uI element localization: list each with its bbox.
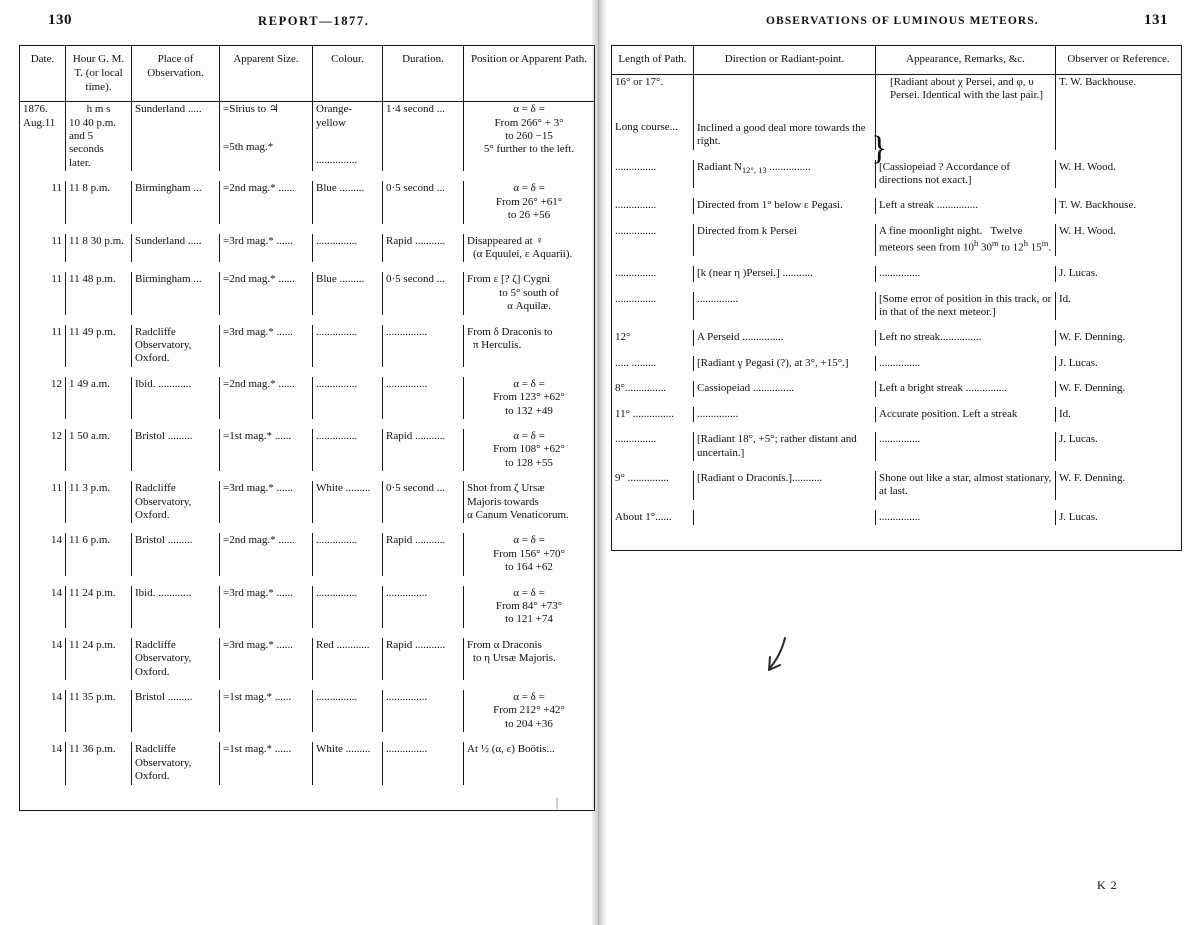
cell-observer: W. H. Wood. bbox=[1056, 224, 1182, 256]
cell-size: =1st mag.* ...... bbox=[220, 690, 313, 732]
cell-colour: ............... bbox=[313, 586, 383, 628]
cell-remarks: ............... bbox=[876, 510, 1056, 525]
row-gap bbox=[20, 680, 595, 690]
cell-place: Ibid. ............ bbox=[132, 586, 220, 628]
cell-size: =3rd mag.* ...... bbox=[220, 638, 313, 680]
cell-remarks: [Cassiopeiad ? Accordance of directions not exact.] bbox=[876, 160, 1056, 189]
row-gap bbox=[612, 320, 1182, 330]
cell-length: ............... bbox=[612, 160, 694, 189]
cell-place: Birmingham ... bbox=[132, 272, 220, 314]
table-row bbox=[20, 638, 595, 680]
cell-length: ............... bbox=[612, 432, 694, 461]
table-row bbox=[612, 407, 1182, 422]
cell-direction bbox=[694, 510, 876, 525]
col-header-hour: Hour G. M. T. (or local time). bbox=[66, 46, 132, 102]
row-gap bbox=[20, 262, 595, 272]
cell-length: ............... bbox=[612, 266, 694, 281]
cell-position: α = δ = From 212° +42° to 204 +36 bbox=[464, 690, 595, 732]
col-header-position: Position or Apparent Path. bbox=[464, 46, 595, 102]
table-row bbox=[20, 325, 595, 367]
cell-colour: ............... bbox=[313, 325, 383, 367]
cell-length: 12° bbox=[612, 330, 694, 345]
cell-length: ..... ......... bbox=[612, 356, 694, 371]
cell-length: ............... bbox=[612, 292, 694, 321]
cell-observer: W. F. Denning. bbox=[1056, 330, 1182, 345]
row-gap bbox=[20, 315, 595, 325]
cell-remarks: Left a bright streak ............... bbox=[876, 381, 1056, 396]
cell-date: 12 bbox=[20, 429, 66, 471]
cell-hour: 11 8 30 p.m. bbox=[66, 234, 132, 263]
cell-hour: h m s 10 40 p.m. and 5 seconds later. bbox=[66, 102, 132, 172]
cell-direction: Radiant $N_{12^\circ, 13}$ ............... bbox=[694, 160, 876, 189]
cell-direction: ............... bbox=[694, 292, 876, 321]
row-gap bbox=[612, 346, 1182, 356]
cell-duration: ............... bbox=[383, 690, 464, 732]
row-gap bbox=[20, 732, 595, 742]
scan-artifact bbox=[556, 798, 558, 809]
row-gap bbox=[612, 500, 1182, 510]
table-bottom-border bbox=[20, 809, 595, 811]
cell-size: =2nd mag.* ...... bbox=[220, 181, 313, 223]
col-header-duration: Duration. bbox=[383, 46, 464, 102]
running-head-right: OBSERVATIONS OF LUMINOUS METEORS. bbox=[766, 15, 1039, 27]
cell-position: At ½ (α, ε) Boötis... bbox=[464, 742, 595, 784]
cell-duration: Rapid ........... bbox=[383, 638, 464, 680]
cell-size: =3rd mag.* ...... bbox=[220, 481, 313, 523]
cell-observer: J. Lucas. bbox=[1056, 510, 1182, 525]
cell-remarks: ............... bbox=[876, 432, 1056, 461]
running-head-left: REPORT—1877. bbox=[258, 14, 370, 28]
cell-observer: W. F. Denning. bbox=[1056, 471, 1182, 500]
cell-date: 14 bbox=[20, 533, 66, 575]
cell-position: α = δ = From 26° +61° to 26 +56 bbox=[464, 181, 595, 223]
meteor-observations-table-left bbox=[19, 45, 595, 811]
cell-hour: 11 49 p.m. bbox=[66, 325, 132, 367]
cell-duration: 0·5 second ... bbox=[383, 481, 464, 523]
curly-brace-decoration: } bbox=[871, 130, 888, 167]
cell-remarks: ............... bbox=[876, 266, 1056, 281]
cell-hour: 11 48 p.m. bbox=[66, 272, 132, 314]
col-header-observer: Observer or Reference. bbox=[1056, 46, 1182, 75]
cell-direction: [Radiant 18°, +5°; rather distant and uncertain.] bbox=[694, 432, 876, 461]
cell-length: 16° or 17°. Long course... bbox=[612, 74, 694, 149]
table-row bbox=[20, 102, 595, 172]
cell-observer: Id. bbox=[1056, 292, 1182, 321]
table-row bbox=[20, 181, 595, 223]
cell-observer: J. Lucas. bbox=[1056, 356, 1182, 371]
table-row bbox=[20, 234, 595, 263]
cell-remarks: ............... bbox=[876, 356, 1056, 371]
table-row bbox=[20, 690, 595, 732]
table-row bbox=[20, 429, 595, 471]
cell-remarks: Accurate position. Left a streak bbox=[876, 407, 1056, 422]
cell-position: α = δ = From 84° +73° to 121 +74 bbox=[464, 586, 595, 628]
cell-date: 1876. Aug.11 bbox=[20, 102, 66, 172]
table-row bbox=[612, 160, 1182, 189]
cell-place: Radcliffe Observatory, Oxford. bbox=[132, 325, 220, 367]
table-header-row bbox=[612, 46, 1182, 75]
row-gap bbox=[20, 224, 595, 234]
cell-date: 14 bbox=[20, 586, 66, 628]
row-gap bbox=[20, 171, 595, 181]
cell-size: =1st mag.* ...... bbox=[220, 742, 313, 784]
cell-position: α = δ = From 156° +70° to 164 +62 bbox=[464, 533, 595, 575]
table-bottom-border bbox=[612, 549, 1182, 551]
cell-size: =2nd mag.* ...... bbox=[220, 377, 313, 419]
meteor-observations-table-right bbox=[611, 45, 1182, 551]
table-row bbox=[20, 586, 595, 628]
cell-remarks: A fine moonlight night. Twelve meteors seen from 10$^h$ 30$^m$ to 12$^h$ 15$^m$. bbox=[876, 224, 1056, 256]
cell-length: 11° ............... bbox=[612, 407, 694, 422]
table-row bbox=[612, 266, 1182, 281]
cell-position: α = δ = From 266° + 3° to 260 −15 5° further to the left. bbox=[464, 102, 595, 172]
cell-date: 11 bbox=[20, 481, 66, 523]
pencil-arrow-annotation bbox=[755, 636, 799, 680]
cell-colour: Red ............ bbox=[313, 638, 383, 680]
cell-colour: White ......... bbox=[313, 481, 383, 523]
cell-hour: 11 3 p.m. bbox=[66, 481, 132, 523]
cell-size: =2nd mag.* ...... bbox=[220, 272, 313, 314]
cell-remarks: [Some error of position in this track, or in that of the next meteor.] bbox=[876, 292, 1056, 321]
table-row bbox=[612, 292, 1182, 321]
cell-direction: [k (near η )Persei.] ........... bbox=[694, 266, 876, 281]
cell-size: =3rd mag.* ...... bbox=[220, 234, 313, 263]
cell-duration: Rapid ........... bbox=[383, 429, 464, 471]
table-row bbox=[612, 356, 1182, 371]
cell-date: 11 bbox=[20, 325, 66, 367]
row-gap bbox=[612, 422, 1182, 432]
col-header-appearance: Appearance, Remarks, &c. bbox=[876, 46, 1056, 75]
folio-number-left: 130 bbox=[48, 12, 72, 28]
cell-observer: T. W. Backhouse. bbox=[1056, 198, 1182, 213]
row-gap bbox=[20, 471, 595, 481]
cell-date: 11 bbox=[20, 234, 66, 263]
cell-direction: ............... bbox=[694, 407, 876, 422]
col-header-length-of-path: Length of Path. bbox=[612, 46, 694, 75]
row-gap bbox=[612, 256, 1182, 266]
table-row bbox=[612, 432, 1182, 461]
cell-duration: 0·5 second ... bbox=[383, 272, 464, 314]
cell-observer: W. H. Wood. bbox=[1056, 160, 1182, 189]
table-row bbox=[20, 481, 595, 523]
cell-duration: 1·4 second ... bbox=[383, 102, 464, 172]
cell-hour: 1 49 a.m. bbox=[66, 377, 132, 419]
folio-number-right: 131 bbox=[1144, 12, 1168, 28]
cell-colour: White ......... bbox=[313, 742, 383, 784]
col-header-direction: Direction or Radiant-point. bbox=[694, 46, 876, 75]
cell-hour: 11 24 p.m. bbox=[66, 638, 132, 680]
cell-place: Radcliffe Observatory, Oxford. bbox=[132, 742, 220, 784]
table-row bbox=[612, 74, 1182, 149]
row-gap bbox=[612, 461, 1182, 471]
row-gap bbox=[612, 397, 1182, 407]
cell-position: From α Draconis to η Ursæ Majoris. bbox=[464, 638, 595, 680]
col-header-place: Place of Observation. bbox=[132, 46, 220, 102]
cell-place: Ibid. ............ bbox=[132, 377, 220, 419]
cell-hour: 1 50 a.m. bbox=[66, 429, 132, 471]
cell-hour: 11 35 p.m. bbox=[66, 690, 132, 732]
table-row bbox=[612, 510, 1182, 525]
cell-place: Radcliffe Observatory, Oxford. bbox=[132, 481, 220, 523]
cell-length: 9° ............... bbox=[612, 471, 694, 500]
row-gap bbox=[612, 214, 1182, 224]
cell-remarks: [Radiant about χ Persei, and φ, υ Persei. Identical with the last pair.] bbox=[876, 74, 1056, 149]
row-gap bbox=[20, 576, 595, 586]
cell-length: ............... bbox=[612, 198, 694, 213]
cell-direction: Cassiopeiad ............... bbox=[694, 381, 876, 396]
cell-duration: 0·5 second ... bbox=[383, 181, 464, 223]
cell-place: Bristol ......... bbox=[132, 690, 220, 732]
cell-direction: Directed from k Persei bbox=[694, 224, 876, 256]
cell-date: 14 bbox=[20, 638, 66, 680]
cell-hour: 11 6 p.m. bbox=[66, 533, 132, 575]
row-gap bbox=[612, 282, 1182, 292]
cell-colour: ............... bbox=[313, 234, 383, 263]
cell-position: α = δ = From 123° +62° to 132 +49 bbox=[464, 377, 595, 419]
cell-colour: Orange-yellow ............... bbox=[313, 102, 383, 172]
cell-size: =Sirius to ♃ =5th mag.* bbox=[220, 102, 313, 172]
cell-colour: Blue ......... bbox=[313, 272, 383, 314]
cell-direction: [Radiant γ Pegasi (?), at 3°, +15°.] bbox=[694, 356, 876, 371]
cell-position: Disappeared at ♀ (α Equulei, ε Aquarii). bbox=[464, 234, 595, 263]
cell-hour: 11 24 p.m. bbox=[66, 586, 132, 628]
table-bottom-spacer bbox=[612, 525, 1182, 549]
cell-length: About 1°...... bbox=[612, 510, 694, 525]
gutter-fold-line bbox=[598, 0, 599, 925]
cell-place: Bristol ......... bbox=[132, 533, 220, 575]
cell-position: From ε [? ζ] Cygni to 5° south of α Aquilæ. bbox=[464, 272, 595, 314]
cell-place: Sunderland ..... bbox=[132, 234, 220, 263]
cell-duration: Rapid ........... bbox=[383, 533, 464, 575]
cell-colour: ............... bbox=[313, 690, 383, 732]
cell-hour: 11 36 p.m. bbox=[66, 742, 132, 784]
cell-date: 12 bbox=[20, 377, 66, 419]
table-row bbox=[612, 198, 1182, 213]
cell-observer: J. Lucas. bbox=[1056, 266, 1182, 281]
col-header-date: Date. bbox=[20, 46, 66, 102]
cell-size: =3rd mag.* ...... bbox=[220, 325, 313, 367]
cell-direction: Inclined a good deal more towards the right. bbox=[694, 74, 876, 149]
cell-remarks: Shone out like a star, almost stationary, at last. bbox=[876, 471, 1056, 500]
table-row bbox=[612, 471, 1182, 500]
table-bottom-spacer bbox=[20, 785, 595, 809]
cell-duration: Rapid ........... bbox=[383, 234, 464, 263]
cell-direction: A Perseid ............... bbox=[694, 330, 876, 345]
cell-observer: J. Lucas. bbox=[1056, 432, 1182, 461]
cell-size: =2nd mag.* ...... bbox=[220, 533, 313, 575]
cell-direction: [Radiant ο Draconis.]........... bbox=[694, 471, 876, 500]
cell-date: 14 bbox=[20, 742, 66, 784]
cell-place: Radcliffe Observatory, Oxford. bbox=[132, 638, 220, 680]
row-gap bbox=[612, 188, 1182, 198]
row-gap bbox=[20, 367, 595, 377]
row-gap bbox=[20, 419, 595, 429]
cell-date: 11 bbox=[20, 272, 66, 314]
cell-colour: Blue ......... bbox=[313, 181, 383, 223]
cell-length: 8°............... bbox=[612, 381, 694, 396]
cell-place: Birmingham ... bbox=[132, 181, 220, 223]
cell-colour: ............... bbox=[313, 429, 383, 471]
row-gap bbox=[20, 523, 595, 533]
row-gap bbox=[612, 371, 1182, 381]
table-row bbox=[612, 381, 1182, 396]
row-gap bbox=[20, 628, 595, 638]
cell-size: =3rd mag.* ...... bbox=[220, 586, 313, 628]
cell-observer: Id. bbox=[1056, 407, 1182, 422]
table-header-row bbox=[20, 46, 595, 102]
cell-position: α = δ = From 108° +62° to 128 +55 bbox=[464, 429, 595, 471]
cell-duration: ............... bbox=[383, 377, 464, 419]
table-row bbox=[612, 330, 1182, 345]
cell-position: Shot from ζ Ursæ Majoris towards α Canum Venaticorum. bbox=[464, 481, 595, 523]
table-row bbox=[20, 742, 595, 784]
col-header-apparent-size: Apparent Size. bbox=[220, 46, 313, 102]
table-row bbox=[20, 533, 595, 575]
cell-hour: 11 8 p.m. bbox=[66, 181, 132, 223]
cell-observer: W. F. Denning. bbox=[1056, 381, 1182, 396]
cell-date: 14 bbox=[20, 690, 66, 732]
cell-place: Sunderland ..... bbox=[132, 102, 220, 172]
cell-direction: Directed from 1° below ε Pegasi. bbox=[694, 198, 876, 213]
cell-size: =1st mag.* ...... bbox=[220, 429, 313, 471]
table-row bbox=[20, 272, 595, 314]
cell-observer: T. W. Backhouse. bbox=[1056, 74, 1182, 149]
cell-colour: ............... bbox=[313, 377, 383, 419]
cell-position: From δ Draconis to π Herculis. bbox=[464, 325, 595, 367]
table-row bbox=[612, 224, 1182, 256]
cell-remarks: Left a streak ............... bbox=[876, 198, 1056, 213]
cell-duration: ............... bbox=[383, 742, 464, 784]
col-header-colour: Colour. bbox=[313, 46, 383, 102]
row-gap bbox=[612, 150, 1182, 160]
cell-date: 11 bbox=[20, 181, 66, 223]
cell-colour: ............... bbox=[313, 533, 383, 575]
cell-place: Bristol ......... bbox=[132, 429, 220, 471]
cell-duration: ............... bbox=[383, 586, 464, 628]
cell-remarks: Left no streak............... bbox=[876, 330, 1056, 345]
cell-duration: ............... bbox=[383, 325, 464, 367]
table-row bbox=[20, 377, 595, 419]
signature-mark: K 2 bbox=[1097, 878, 1118, 892]
cell-length: ............... bbox=[612, 224, 694, 256]
